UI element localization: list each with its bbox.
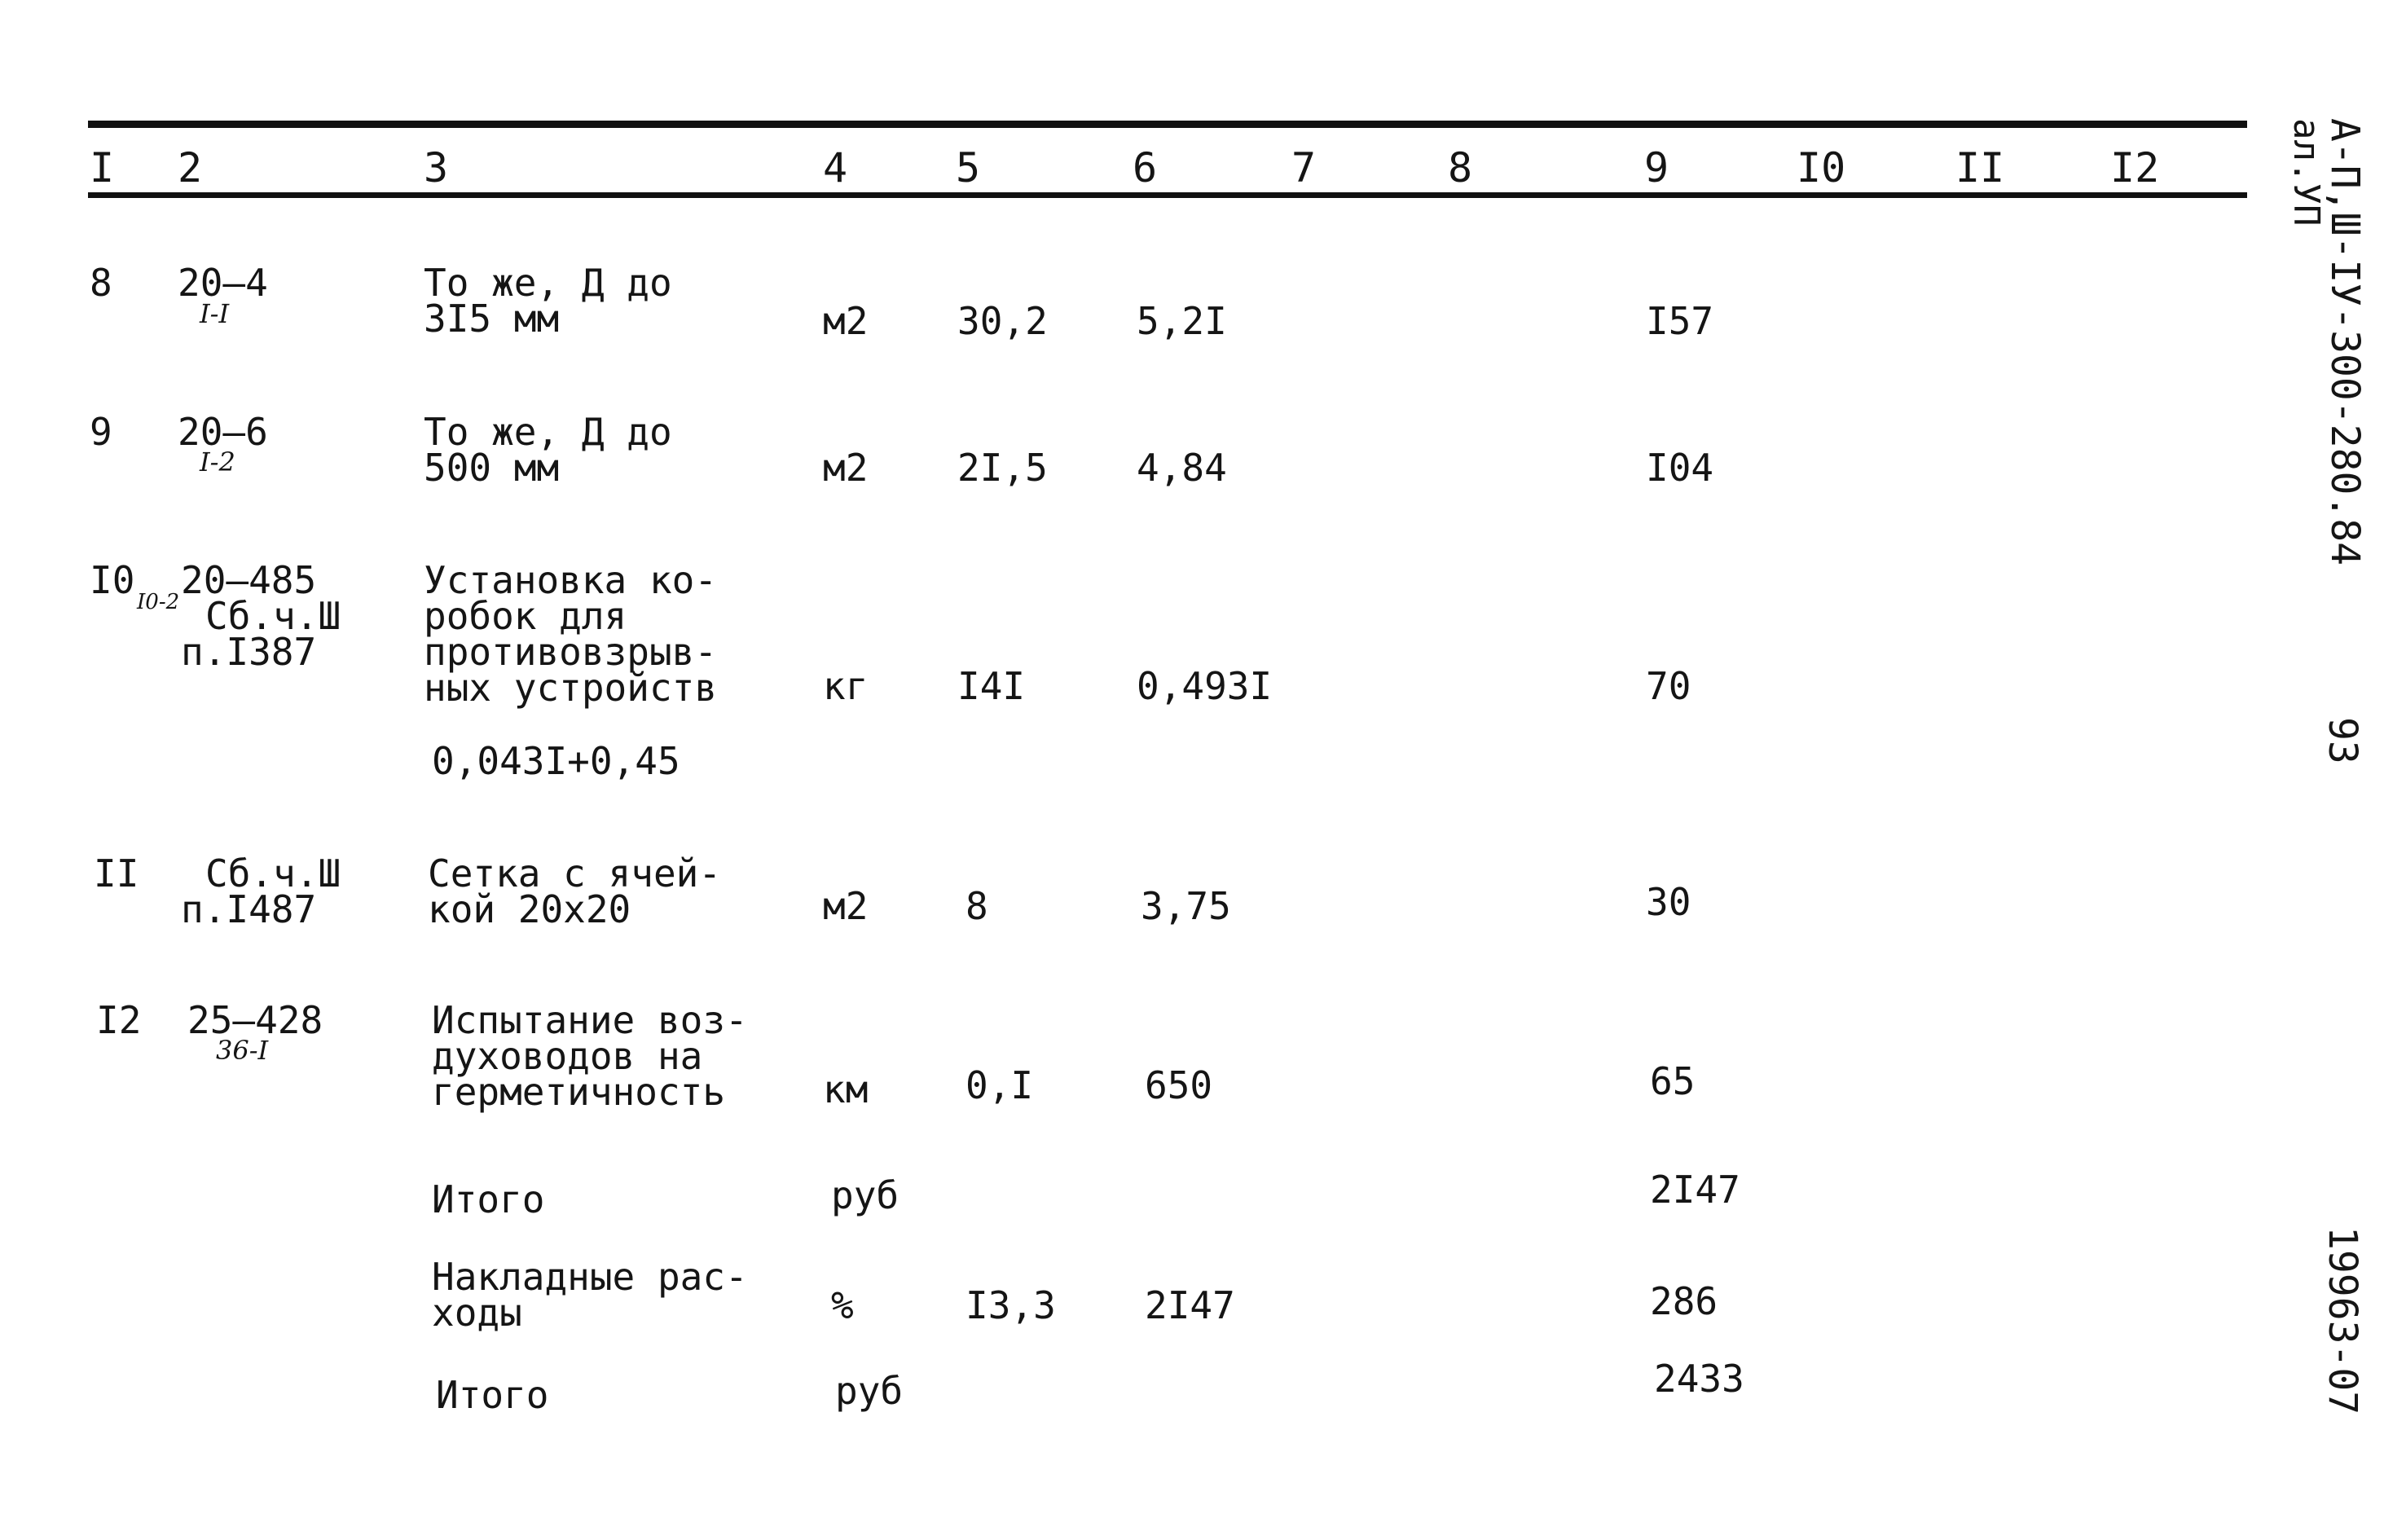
col-header-1: I xyxy=(90,144,115,191)
quantity: 0,I xyxy=(965,1063,1034,1107)
table-header-rule xyxy=(88,192,2247,198)
total-cost: I04 xyxy=(1646,446,1714,490)
work-description xyxy=(432,998,748,1114)
subtotal-unit: руб xyxy=(831,1173,900,1217)
row-number: I0 xyxy=(90,558,135,602)
total-cost: 65 xyxy=(1650,1059,1696,1103)
rate-code xyxy=(181,558,341,674)
overhead-base: 2I47 xyxy=(1145,1283,1235,1327)
subtotal-total: 2I47 xyxy=(1650,1168,1740,1212)
grand-total-total: 2433 xyxy=(1654,1357,1744,1401)
description-line: 500 мм xyxy=(424,446,560,490)
total-cost: I57 xyxy=(1646,299,1714,343)
rate-code: 25—428 xyxy=(187,998,323,1042)
description-line: ных устройств xyxy=(424,666,718,710)
description-line: герметичность xyxy=(432,1070,726,1114)
description-line: 3I5 мм xyxy=(424,297,560,341)
total-cost: 30 xyxy=(1646,880,1691,924)
description-line: Установка ко- xyxy=(424,558,718,602)
work-description xyxy=(424,558,718,710)
description-line: Испытание воз- xyxy=(432,998,748,1042)
description-line: противовзрыв- xyxy=(424,630,718,674)
rate-code: 20—4 xyxy=(178,261,268,305)
overhead-label-line: ходы xyxy=(432,1291,522,1335)
unit: м2 xyxy=(823,446,869,490)
col-header-10: I0 xyxy=(1797,144,1846,191)
work-description xyxy=(428,851,722,931)
work-description xyxy=(424,410,672,490)
grand-total-label: Итого xyxy=(436,1373,549,1417)
quantity: I4I xyxy=(957,664,1026,708)
col-header-9: 9 xyxy=(1644,144,1669,191)
document-album: ал.УП xyxy=(2285,118,2327,227)
col-header-5: 5 xyxy=(956,144,981,191)
overhead-unit: % xyxy=(831,1283,854,1327)
row-number-sub: I0-2 xyxy=(137,590,180,614)
subtotal-label: Итого xyxy=(432,1177,545,1221)
description-line: духоводов на xyxy=(432,1034,703,1078)
row-number: II xyxy=(94,851,139,895)
overhead-label-line: Накладные рас- xyxy=(432,1255,748,1299)
unit-price: 4,84 xyxy=(1137,446,1227,490)
overhead-total: 286 xyxy=(1650,1279,1718,1323)
page-number: 93 xyxy=(2320,717,2365,764)
rate-code-sub: 36-I xyxy=(216,1035,269,1066)
quantity: 2I,5 xyxy=(957,446,1048,490)
total-cost: 70 xyxy=(1646,664,1691,708)
row-number: I2 xyxy=(96,998,142,1042)
rate-code-line: п.I387 xyxy=(181,630,317,674)
row-number: 9 xyxy=(90,410,112,454)
rate-code-sub: I-I xyxy=(200,298,230,329)
unit: м2 xyxy=(823,884,869,928)
rate-code: 20—6 xyxy=(178,410,268,454)
document-code: А-П,Ш-ІУ-300-280.84 xyxy=(2322,118,2368,566)
table-top-rule xyxy=(88,121,2247,128)
description-line: кой 20x20 xyxy=(428,887,631,931)
col-header-8: 8 xyxy=(1448,144,1473,191)
description-line: То же, Д до xyxy=(424,410,672,454)
row-number: 8 xyxy=(90,261,112,305)
unit: м2 xyxy=(823,299,869,343)
col-header-3: 3 xyxy=(424,144,449,191)
unit-price: 5,2I xyxy=(1137,299,1227,343)
unit-price: 0,493I xyxy=(1137,664,1273,708)
description-line: робок для xyxy=(424,594,627,638)
unit-price: 650 xyxy=(1145,1063,1213,1107)
rate-code-line: 20—485 xyxy=(181,558,317,602)
col-header-2: 2 xyxy=(178,144,203,191)
overhead-rate: I3,3 xyxy=(965,1283,1056,1327)
col-header-6: 6 xyxy=(1133,144,1158,191)
rate-code-line: п.I487 xyxy=(181,887,317,931)
rate-code xyxy=(181,851,341,931)
col-header-12: I2 xyxy=(2110,144,2160,191)
formula: 0,043I+0,45 xyxy=(432,739,680,783)
col-header-4: 4 xyxy=(823,144,848,191)
work-description xyxy=(424,261,672,341)
grand-total-unit: руб xyxy=(835,1369,904,1413)
description-line: То же, Д до xyxy=(424,261,672,305)
archive-number: 19963-07 xyxy=(2320,1226,2365,1415)
quantity: 8 xyxy=(965,884,988,928)
rate-code-line: Сб.ч.Ш xyxy=(205,594,341,638)
quantity: 30,2 xyxy=(957,299,1048,343)
description-line: Сетка с ячей- xyxy=(428,851,722,895)
rate-code-line: Сб.ч.Ш xyxy=(205,851,341,895)
rate-code-sub: I-2 xyxy=(200,447,235,477)
unit: кг xyxy=(823,664,869,708)
overhead-label xyxy=(432,1255,748,1335)
col-header-7: 7 xyxy=(1291,144,1317,191)
unit: км xyxy=(823,1067,869,1111)
col-header-11: II xyxy=(1955,144,2005,191)
unit-price: 3,75 xyxy=(1141,884,1231,928)
